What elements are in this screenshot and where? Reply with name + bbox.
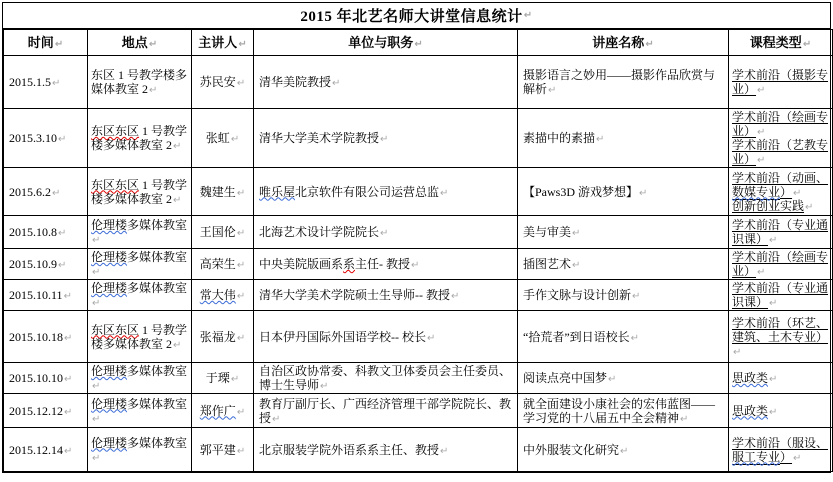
cell-paragraph: [91, 68, 188, 96]
cell-unit: [254, 363, 518, 394]
paragraph-mark-icon: ↵: [230, 374, 240, 385]
cell-location: [88, 168, 192, 216]
paragraph-mark-icon: ↵: [769, 406, 778, 418]
header-cell-lecture: [518, 30, 729, 56]
cell-paragraph: [523, 397, 725, 425]
paragraph-mark-icon: ↵: [632, 291, 641, 302]
paragraph-mark-icon: ↵: [620, 445, 629, 457]
table-row: [4, 394, 833, 428]
cell-paragraph: [91, 178, 188, 206]
cell-paragraph: [523, 257, 725, 271]
cell-unit: [254, 168, 518, 216]
text-run: 清华大学美术学院硕士生导师-- 教授: [259, 288, 450, 302]
text-run: 于瑮: [205, 371, 230, 385]
paragraph-mark-icon: ↵: [92, 267, 101, 278]
paragraph-mark-icon: ↵: [149, 85, 158, 96]
cell-paragraph: [9, 404, 84, 418]
cell-type: [729, 394, 833, 428]
paragraph-mark-icon: ↵: [236, 332, 246, 344]
paragraph-mark-icon: ↵: [236, 445, 246, 457]
paragraph-mark-icon: ↵: [380, 134, 389, 145]
cell-paragraph: [732, 281, 829, 309]
paragraph-mark-icon: ↵: [238, 38, 247, 50]
header-label: 时间: [27, 34, 54, 50]
text-run: 多媒体教室: [127, 281, 188, 295]
paragraph-mark-icon: ↵: [54, 38, 64, 50]
cell-paragraph: [523, 371, 725, 385]
text-run: 郭平建: [199, 442, 236, 457]
text-run: 多媒体教室: [127, 364, 188, 378]
header-label: 讲座名称: [592, 34, 645, 50]
text-run: 学术前沿（动画、: [732, 170, 829, 185]
paragraph-mark-icon: ↵: [572, 260, 581, 271]
table-row: [4, 56, 833, 109]
cell-paragraph: [91, 436, 188, 464]
text-run: 东区东区: [91, 177, 140, 192]
text-run: 服工专业: [732, 449, 781, 464]
text-run: 2015.1.5: [9, 75, 51, 89]
paragraph-mark-icon: ↵: [802, 38, 812, 50]
text-run: 伦理楼: [91, 364, 128, 378]
lecture-info-table: [3, 29, 833, 472]
paragraph-mark-icon: ↵: [92, 452, 101, 464]
paragraph-mark-icon: ↵: [64, 374, 73, 385]
cell-location: [88, 216, 192, 249]
text-run: 系: [343, 257, 356, 271]
text-run: 多媒体教室: [127, 435, 188, 450]
text-run: 东区 1 号教学楼多媒体教室 2: [91, 68, 188, 96]
text-run: 2015.10.18: [9, 329, 63, 344]
header-cell-type: [729, 30, 833, 56]
paragraph-mark-icon: ↵: [440, 187, 449, 199]
paragraph-mark-icon: ↵: [733, 346, 742, 358]
paragraph-mark-icon: ↵: [630, 332, 640, 344]
text-run: 创新创业实践: [732, 198, 805, 213]
cell-paragraph: [732, 68, 829, 96]
paragraph-mark-icon: ↵: [427, 332, 436, 344]
paragraph-mark-icon: ↵: [64, 332, 73, 344]
cell-location: [88, 56, 192, 109]
cell-type: [729, 168, 833, 216]
cell-paragraph: [9, 257, 84, 271]
text-run: 东区东区: [91, 124, 140, 138]
paragraph-mark-icon: ↵: [236, 78, 246, 89]
paragraph-mark-icon: ↵: [64, 445, 73, 457]
header-label: 单位与职务: [348, 34, 414, 50]
cell-paragraph: [91, 364, 188, 392]
paragraph-mark-icon: ↵: [639, 187, 648, 199]
table-row: [4, 280, 833, 311]
text-run: 2015.3.10: [9, 131, 57, 145]
cell-type: [729, 249, 833, 280]
cell-paragraph: [259, 288, 514, 302]
cell-paragraph: [259, 257, 514, 271]
text-run: 多媒体教室: [127, 250, 188, 264]
cell-location: [88, 280, 192, 311]
cell-time: [4, 280, 88, 311]
paragraph-mark-icon: ↵: [793, 187, 802, 199]
cell-paragraph: [732, 250, 829, 278]
paragraph-mark-icon: ↵: [757, 155, 766, 166]
text-run: 日本伊丹国际外国语学校-- 校长: [259, 329, 426, 344]
cell-unit: [254, 311, 518, 363]
text-run: 2015.12.14: [9, 442, 63, 457]
text-run: 清华美院教授: [259, 75, 332, 89]
text-run: 唯乐屋: [259, 184, 296, 199]
paragraph-mark-icon: ↵: [769, 374, 778, 385]
text-run: 伦理楼: [91, 281, 128, 295]
text-run: 学术前沿（专业通识课）: [732, 281, 829, 309]
cell-paragraph: [91, 397, 188, 425]
cell-paragraph: [259, 75, 514, 89]
cell-paragraph: [732, 110, 829, 138]
text-run: 常大伟: [199, 288, 236, 302]
paragraph-mark-icon: ↵: [320, 381, 329, 392]
cell-paragraph: [91, 323, 188, 351]
paragraph-mark-icon: ↵: [236, 187, 246, 199]
text-run: ）: [780, 449, 793, 464]
cell-unit: [254, 56, 518, 109]
paragraph-mark-icon: ↵: [272, 413, 281, 425]
text-run: ）: [780, 184, 793, 199]
cell-paragraph: [195, 185, 250, 199]
cell-time: [4, 168, 88, 216]
paragraph-mark-icon: ↵: [380, 228, 389, 239]
text-run: 学术前沿（专业通识课）: [732, 218, 829, 246]
cell-lecture: [518, 280, 729, 311]
paragraph-mark-icon: ↵: [173, 339, 182, 351]
cell-paragraph: [195, 404, 250, 418]
document-table-frame: [2, 2, 831, 473]
text-run: 教育厅副厅长、广西经济管理干部学院院长、教授: [259, 396, 512, 425]
cell-paragraph: [9, 443, 84, 457]
cell-paragraph: [732, 199, 829, 213]
paragraph-mark-icon: ↵: [769, 235, 778, 246]
paragraph-mark-icon: ↵: [645, 38, 654, 50]
text-run: 魏建生: [199, 184, 236, 199]
cell-paragraph: [259, 443, 514, 457]
cell-speaker: [192, 428, 254, 472]
text-run: 北海艺术设计学院院长: [259, 225, 380, 239]
paragraph-mark-icon: ↵: [64, 406, 73, 418]
table-row: [4, 168, 833, 216]
cell-paragraph: [732, 138, 829, 166]
text-run: 王国伦: [199, 225, 236, 239]
cell-speaker: [192, 56, 254, 109]
cell-time: [4, 249, 88, 280]
paragraph-mark-icon: ↵: [52, 78, 61, 89]
cell-paragraph: [91, 250, 188, 278]
cell-lecture: [518, 216, 729, 249]
paragraph-mark-icon: ↵: [92, 413, 101, 425]
text-run: 摄影语言之妙用——摄影作品欣赏与解析: [523, 68, 716, 96]
text-run: 就全面建设小康社会的宏伟蓝图——学习党的十八届五中全会精神: [523, 396, 716, 425]
text-run: 阅读点亮中国梦: [523, 371, 608, 385]
text-run: 北京服装学院外语系系主任、教授: [259, 442, 440, 457]
cell-time: [4, 56, 88, 109]
text-run: 伦理楼: [91, 396, 128, 411]
paragraph-mark-icon: ↵: [236, 291, 246, 302]
paragraph-mark-icon: ↵: [230, 134, 240, 145]
cell-paragraph: [732, 404, 829, 418]
cell-type: [729, 363, 833, 394]
cell-time: [4, 216, 88, 249]
cell-location: [88, 249, 192, 280]
paragraph-mark-icon: ↵: [757, 267, 766, 278]
cell-paragraph: [195, 75, 250, 89]
table-row: [4, 249, 833, 280]
text-run: 郑作广: [199, 403, 236, 418]
cell-paragraph: [732, 316, 829, 358]
cell-unit: [254, 394, 518, 428]
cell-paragraph: [91, 124, 188, 152]
cell-location: [88, 109, 192, 168]
text-run: 数媒专业: [732, 184, 781, 199]
text-run: 张虹: [205, 131, 230, 145]
text-run: 学术前沿（绘画专业）: [732, 110, 829, 138]
text-run: 插图艺术: [523, 257, 572, 271]
paragraph-mark-icon: ↵: [440, 445, 449, 457]
text-run: 主任- 教授: [355, 257, 411, 271]
cell-paragraph: [195, 225, 250, 239]
text-run: 2015.10.9: [9, 257, 57, 271]
text-run: 伦理楼: [91, 250, 128, 264]
table-row: [4, 363, 833, 394]
paragraph-mark-icon: ↵: [680, 413, 689, 425]
paragraph-mark-icon: ↵: [63, 291, 72, 302]
text-run: 东区东区: [91, 322, 140, 337]
text-run: 学术前沿（绘画专业）: [732, 250, 829, 278]
text-run: 2015.6.2: [9, 184, 51, 199]
text-run: 学术前沿（环艺、建筑、土木专业）: [732, 315, 829, 344]
cell-time: [4, 109, 88, 168]
cell-speaker: [192, 394, 254, 428]
cell-paragraph: [9, 330, 84, 344]
cell-speaker: [192, 363, 254, 394]
paragraph-mark-icon: ↵: [92, 235, 101, 246]
text-run: 【Paws3D 游戏梦想】: [523, 184, 639, 199]
paragraph-mark-icon: ↵: [769, 298, 778, 309]
text-run: 2015.10.10: [9, 371, 63, 385]
cell-paragraph: [523, 131, 725, 145]
cell-speaker: [192, 249, 254, 280]
cell-time: [4, 394, 88, 428]
cell-location: [88, 394, 192, 428]
text-run: 2015.12.12: [9, 403, 63, 418]
header-cell-location: [88, 30, 192, 56]
text-run: 1 号教学楼多媒体教室 2: [91, 322, 188, 351]
text-run: 思政类: [732, 371, 769, 385]
cell-type: [729, 56, 833, 109]
paragraph-mark-icon: ↵: [596, 134, 605, 145]
text-run: 伦理楼: [91, 218, 128, 232]
text-run: 美与审美: [523, 225, 572, 239]
table-row: [4, 311, 833, 363]
header-cell-unit: [254, 30, 518, 56]
text-run: 伦理楼: [91, 435, 128, 450]
cell-paragraph: [523, 330, 725, 344]
cell-time: [4, 428, 88, 472]
cell-unit: [254, 280, 518, 311]
cell-paragraph: [523, 288, 725, 302]
cell-paragraph: [195, 371, 250, 385]
cell-lecture: [518, 394, 729, 428]
cell-lecture: [518, 428, 729, 472]
cell-paragraph: [9, 185, 84, 199]
cell-lecture: [518, 249, 729, 280]
paragraph-mark-icon: ↵: [58, 228, 67, 239]
cell-paragraph: [259, 397, 514, 425]
cell-paragraph: [732, 171, 829, 199]
table-row: [4, 216, 833, 249]
cell-type: [729, 109, 833, 168]
paragraph-mark-icon: ↵: [236, 406, 246, 418]
cell-speaker: [192, 311, 254, 363]
header-cell-speaker: [192, 30, 254, 56]
cell-location: [88, 363, 192, 394]
text-run: 苏民安: [199, 75, 236, 89]
text-run: 多媒体教室: [127, 218, 188, 232]
cell-paragraph: [9, 131, 84, 145]
cell-speaker: [192, 216, 254, 249]
paragraph-mark-icon: ↵: [414, 38, 423, 50]
cell-paragraph: [259, 225, 514, 239]
paragraph-mark-icon: ↵: [236, 260, 246, 271]
cell-type: [729, 216, 833, 249]
cell-paragraph: [9, 75, 84, 89]
cell-paragraph: [523, 185, 725, 199]
paragraph-mark-icon: ↵: [58, 134, 67, 145]
cell-location: [88, 428, 192, 472]
cell-lecture: [518, 109, 729, 168]
text-run: “拾荒者”到日语校长: [523, 329, 630, 344]
paragraph-mark-icon: ↵: [793, 452, 802, 464]
cell-lecture: [518, 363, 729, 394]
table-row: [4, 109, 833, 168]
paragraph-mark-icon: ↵: [148, 38, 158, 50]
cell-lecture: [518, 168, 729, 216]
text-run: 2015.10.11: [9, 288, 63, 302]
doc-title: [3, 3, 830, 29]
paragraph-mark-icon: ↵: [92, 298, 101, 309]
cell-lecture: [518, 311, 729, 363]
text-run: 中外服装文化研究: [523, 442, 620, 457]
cell-paragraph: [9, 371, 84, 385]
text-run: 自治区政协常委、科教文卫体委员会主任委员、博士生导师: [259, 364, 512, 392]
paragraph-mark-icon: ↵: [173, 194, 182, 206]
doc-title-text: 2015 年北艺名师大讲堂信息统计: [300, 9, 523, 25]
text-run: 多媒体教室: [127, 396, 188, 411]
cell-paragraph: [259, 364, 514, 392]
cell-paragraph: [732, 218, 829, 246]
text-run: 高荣生: [199, 257, 236, 271]
text-run: 思政类: [732, 403, 769, 418]
paragraph-mark-icon: ↵: [52, 187, 61, 199]
paragraph-mark-icon: ↵: [608, 374, 617, 385]
text-run: 学术前沿（摄影专业）: [732, 68, 829, 96]
text-run: 1 号教学楼多媒体教室 2: [91, 177, 188, 206]
cell-type: [729, 311, 833, 363]
cell-unit: [254, 249, 518, 280]
cell-paragraph: [195, 288, 250, 302]
cell-time: [4, 363, 88, 394]
paragraph-mark-icon: ↵: [572, 228, 581, 239]
cell-paragraph: [195, 131, 250, 145]
cell-unit: [254, 428, 518, 472]
text-run: 清华大学美术学院教授: [259, 131, 380, 145]
cell-paragraph: [523, 68, 725, 96]
table-row: [4, 428, 833, 472]
text-run: 手作文脉与设计创新: [523, 288, 632, 302]
header-cell-time: [4, 30, 88, 56]
paragraph-mark-icon: ↵: [548, 85, 557, 96]
text-run: 北京软件有限公司运营总监: [295, 184, 440, 199]
cell-paragraph: [195, 443, 250, 457]
text-run: 张福龙: [199, 329, 236, 344]
paragraph-mark-icon: ↵: [805, 201, 814, 213]
paragraph-mark-icon: ↵: [92, 381, 101, 392]
cell-paragraph: [195, 330, 250, 344]
cell-time: [4, 311, 88, 363]
paragraph-mark-icon: ↵: [332, 78, 341, 89]
paragraph-mark-icon: ↵: [411, 260, 420, 271]
cell-paragraph: [523, 443, 725, 457]
header-row: [4, 30, 833, 56]
cell-type: [729, 280, 833, 311]
paragraph-mark-icon: ↵: [757, 127, 766, 138]
cell-paragraph: [91, 281, 188, 309]
cell-paragraph: [9, 225, 84, 239]
paragraph-mark-icon: ↵: [757, 85, 766, 96]
cell-paragraph: [732, 436, 829, 464]
paragraph-mark-icon: ↵: [173, 141, 182, 152]
text-run: 1 号教学楼多媒体教室 2: [91, 124, 188, 152]
paragraph-mark-icon: ↵: [58, 260, 67, 271]
header-label: 地点: [121, 34, 148, 50]
text-run: 中央美院版画系: [259, 257, 344, 271]
cell-paragraph: [523, 225, 725, 239]
paragraph-mark-icon: ↵: [523, 9, 533, 21]
cell-paragraph: [9, 288, 84, 302]
cell-paragraph: [259, 131, 514, 145]
header-label: 主讲人: [198, 34, 238, 50]
text-run: 学术前沿（服设、: [732, 435, 829, 450]
cell-paragraph: [259, 185, 514, 199]
cell-paragraph: [91, 218, 188, 246]
paragraph-mark-icon: ↵: [451, 291, 460, 302]
cell-unit: [254, 109, 518, 168]
cell-unit: [254, 216, 518, 249]
cell-paragraph: [732, 371, 829, 385]
cell-paragraph: [259, 330, 514, 344]
text-run: 学术前沿（艺教专业）: [732, 138, 829, 166]
cell-speaker: [192, 168, 254, 216]
text-run: 2015.10.8: [9, 225, 57, 239]
paragraph-mark-icon: ↵: [236, 228, 246, 239]
header-label: 课程类型: [749, 34, 802, 50]
cell-location: [88, 311, 192, 363]
cell-paragraph: [195, 257, 250, 271]
cell-type: [729, 428, 833, 472]
cell-speaker: [192, 109, 254, 168]
cell-lecture: [518, 56, 729, 109]
cell-speaker: [192, 280, 254, 311]
text-run: 素描中的素描: [523, 131, 596, 145]
